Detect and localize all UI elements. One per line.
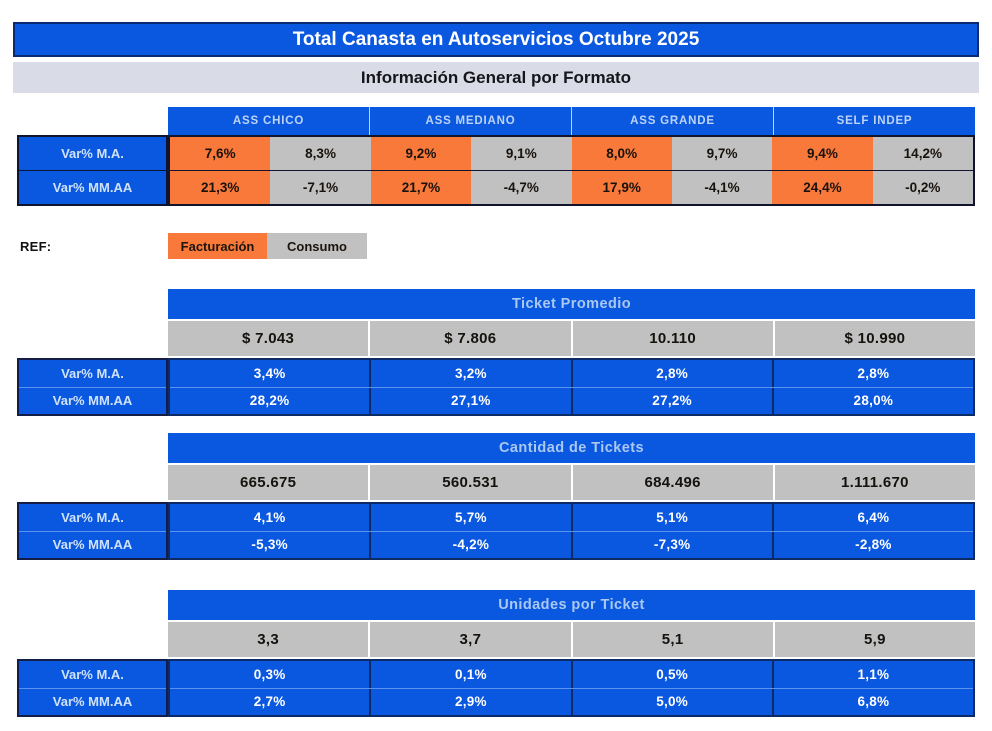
column-header-self-indep: SELF INDEP <box>774 107 975 135</box>
table-cell: 2,8% <box>573 360 772 387</box>
table-row <box>170 137 973 170</box>
cantidad-tickets-title-bar <box>168 433 975 463</box>
format-table-header-row <box>168 107 975 135</box>
table-cell: 21,3% <box>170 171 270 204</box>
row-label-var-ma: Var% M.A. <box>19 137 166 170</box>
ticket-promedio-table <box>17 289 975 417</box>
row-label-var-ma: Var% M.A. <box>19 661 166 688</box>
table-cell: 5,0% <box>573 689 772 716</box>
table-cell: 21,7% <box>371 171 471 204</box>
table-cell: 7,6% <box>170 137 270 170</box>
page-title: Total Canasta en Autoservicios Octubre 2025 <box>292 28 700 50</box>
table-cell: -4,7% <box>471 171 571 204</box>
unidades-ticket-row-labels <box>17 659 168 717</box>
table-cell: 4,1% <box>170 504 369 531</box>
format-table-row-labels <box>17 135 168 206</box>
column-header-ass-grande: ASS GRANDE <box>572 107 773 135</box>
unidades-ticket-values-row <box>168 622 975 657</box>
table-cell: -2,8% <box>774 532 973 559</box>
table-cell: 5,7% <box>371 504 570 531</box>
table-cell: -4,1% <box>672 171 772 204</box>
legend-facturacion-swatch: Facturación <box>168 233 267 259</box>
row-label-var-ma: Var% M.A. <box>19 360 166 387</box>
row-label-var-mmaa: Var% MM.AA <box>19 171 166 204</box>
table-row <box>170 532 973 559</box>
ticket-promedio-values-row <box>168 321 975 356</box>
table-cell: -7,3% <box>573 532 772 559</box>
format-table <box>17 107 975 206</box>
table-cell: 665.675 <box>168 465 368 500</box>
table-row <box>170 689 973 716</box>
report-subtitle-bar <box>13 62 979 93</box>
row-label-var-mmaa: Var% MM.AA <box>19 388 166 415</box>
table-cell: 6,4% <box>774 504 973 531</box>
table-cell: 560.531 <box>370 465 570 500</box>
table-row <box>170 360 973 387</box>
table-cell: 3,4% <box>170 360 369 387</box>
table-cell: 27,2% <box>573 388 772 415</box>
table-cell: 2,9% <box>371 689 570 716</box>
cantidad-tickets-values-row <box>168 465 975 500</box>
table-cell: 10.110 <box>573 321 773 356</box>
table-cell: 3,2% <box>371 360 570 387</box>
column-header-ass-mediano: ASS MEDIANO <box>370 107 571 135</box>
table-cell: 0,1% <box>371 661 570 688</box>
table-cell: 2,8% <box>774 360 973 387</box>
table-cell: 2,7% <box>170 689 369 716</box>
legend-consumo-swatch: Consumo <box>267 233 367 259</box>
table-cell: -0,2% <box>873 171 973 204</box>
table-cell: 28,2% <box>170 388 369 415</box>
table-cell: 6,8% <box>774 689 973 716</box>
cantidad-tickets-table <box>17 433 975 561</box>
table-title: Cantidad de Tickets <box>499 440 644 456</box>
table-cell: 0,5% <box>573 661 772 688</box>
row-label-var-ma: Var% M.A. <box>19 504 166 531</box>
table-cell: 1.111.670 <box>775 465 975 500</box>
table-row <box>170 388 973 415</box>
table-cell: $ 7.806 <box>370 321 570 356</box>
table-row <box>170 661 973 688</box>
row-label-var-mmaa: Var% MM.AA <box>19 689 166 716</box>
table-cell: $ 7.043 <box>168 321 368 356</box>
table-cell: 8,0% <box>572 137 672 170</box>
ticket-promedio-data <box>168 358 975 416</box>
table-cell: 5,9 <box>775 622 975 657</box>
table-cell: -4,2% <box>371 532 570 559</box>
table-cell: 3,7 <box>370 622 570 657</box>
table-cell: 24,4% <box>772 171 872 204</box>
page-subtitle: Información General por Formato <box>360 67 632 87</box>
table-cell: 9,4% <box>772 137 872 170</box>
cantidad-tickets-row-labels <box>17 502 168 560</box>
table-cell: 5,1 <box>573 622 773 657</box>
ticket-promedio-title-bar <box>168 289 975 319</box>
table-row <box>170 504 973 531</box>
column-header-ass-chico: ASS CHICO <box>168 107 369 135</box>
row-label-var-mmaa: Var% MM.AA <box>19 532 166 559</box>
unidades-ticket-table <box>17 590 975 718</box>
table-cell: 8,3% <box>270 137 370 170</box>
table-cell: 3,3 <box>168 622 368 657</box>
format-table-data <box>168 135 975 206</box>
table-cell: 1,1% <box>774 661 973 688</box>
table-row <box>170 171 973 204</box>
table-title: Unidades por Ticket <box>498 597 645 613</box>
table-cell: -7,1% <box>270 171 370 204</box>
table-cell: 0,3% <box>170 661 369 688</box>
ticket-promedio-row-labels <box>17 358 168 416</box>
table-cell: 28,0% <box>774 388 973 415</box>
table-cell: 9,1% <box>471 137 571 170</box>
table-cell: 9,7% <box>672 137 772 170</box>
table-cell: 17,9% <box>572 171 672 204</box>
table-cell: 27,1% <box>371 388 570 415</box>
unidades-ticket-data <box>168 659 975 717</box>
report-title-bar <box>13 22 979 57</box>
table-cell: 14,2% <box>873 137 973 170</box>
unidades-ticket-title-bar <box>168 590 975 620</box>
table-cell: $ 10.990 <box>775 321 975 356</box>
table-cell: 684.496 <box>573 465 773 500</box>
table-cell: 9,2% <box>371 137 471 170</box>
table-cell: -5,3% <box>170 532 369 559</box>
table-title: Ticket Promedio <box>511 296 632 312</box>
table-cell: 5,1% <box>573 504 772 531</box>
legend-ref-label: REF: <box>20 239 52 254</box>
cantidad-tickets-data <box>168 502 975 560</box>
